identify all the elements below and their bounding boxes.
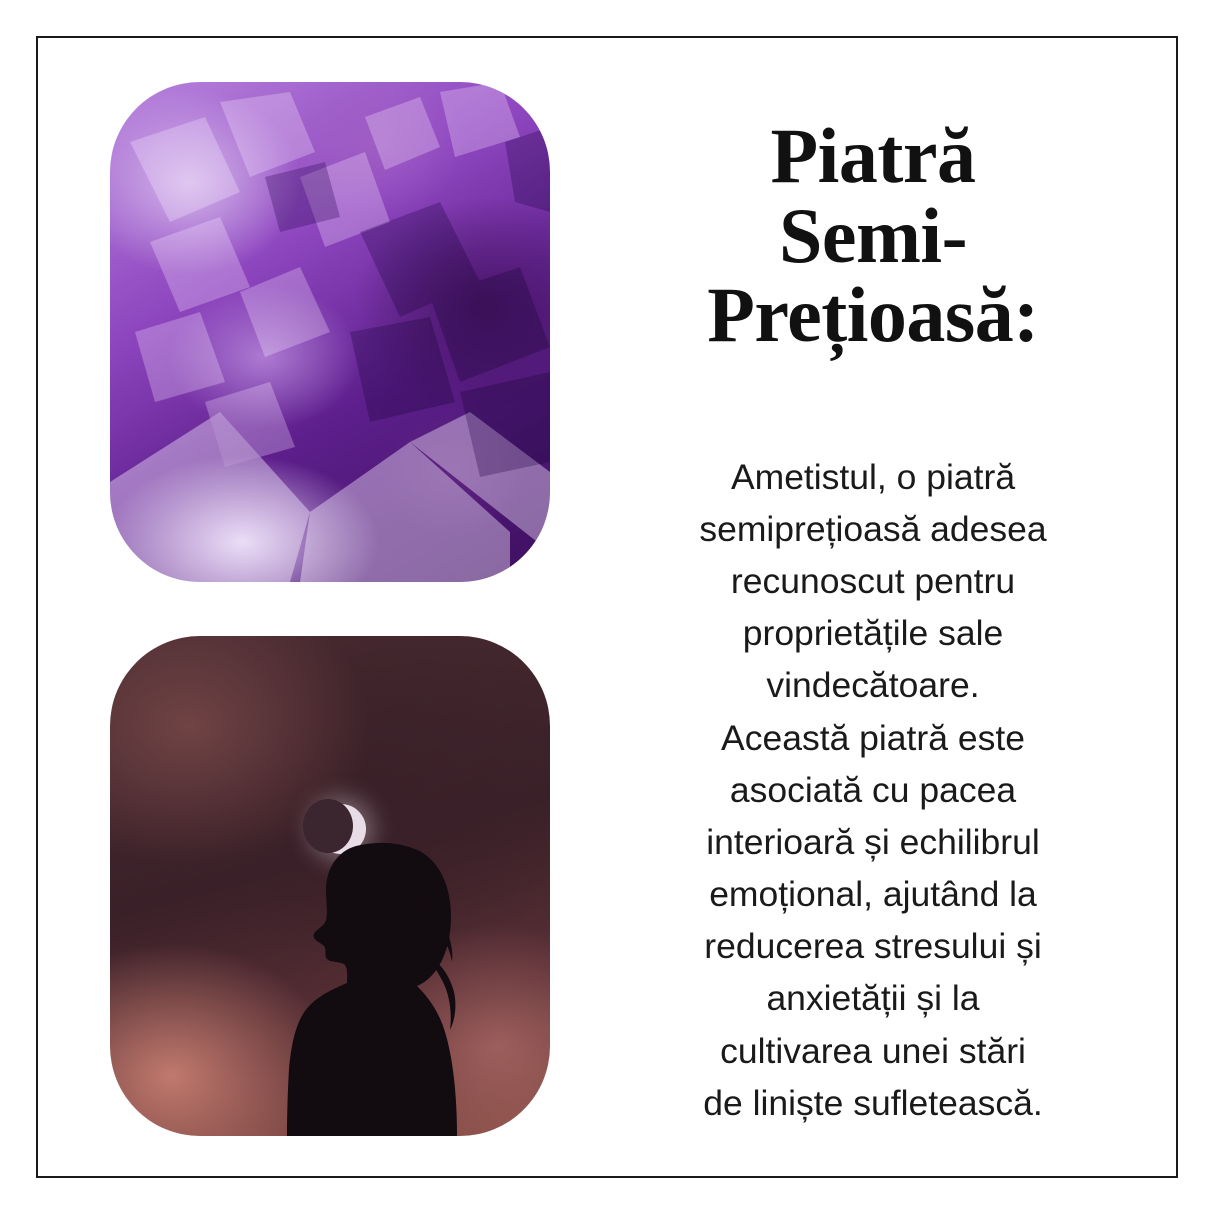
amethyst-crystal-photo — [110, 82, 550, 582]
body-line: de liniște sufletească. — [703, 1082, 1043, 1123]
body-line: vindecătoare. — [766, 665, 980, 706]
crystal-facets-shadow — [110, 82, 550, 582]
body-line: reducerea stresului și — [704, 926, 1042, 967]
body-line: cultivarea unei stări — [720, 1030, 1026, 1071]
body-line: recunoscut pentru — [730, 560, 1016, 601]
content-card — [36, 36, 1178, 1178]
page-title — [624, 112, 1122, 359]
title-line: Piatră — [770, 112, 976, 199]
text-column — [598, 38, 1176, 1176]
night-silhouette-photo — [110, 636, 550, 1136]
title-line: Semi- — [778, 191, 968, 279]
body-line: anxietății și la — [766, 978, 980, 1019]
body-line: Ametistul, o piatră — [730, 456, 1016, 497]
image-column — [38, 38, 598, 1176]
body-paragraph — [624, 451, 1122, 1129]
body-line: emoțional, ajutând la — [709, 874, 1037, 915]
title-line: Prețioasă: — [707, 271, 1039, 359]
body-line: proprietățile sale — [742, 613, 1004, 654]
body-line: semiprețioasă adesea — [699, 508, 1047, 549]
woman-silhouette — [260, 806, 490, 1136]
body-line: Această piatră este — [721, 717, 1025, 758]
body-line: asociată cu pacea — [729, 769, 1017, 810]
body-line: interioară și echilibrul — [706, 821, 1040, 862]
